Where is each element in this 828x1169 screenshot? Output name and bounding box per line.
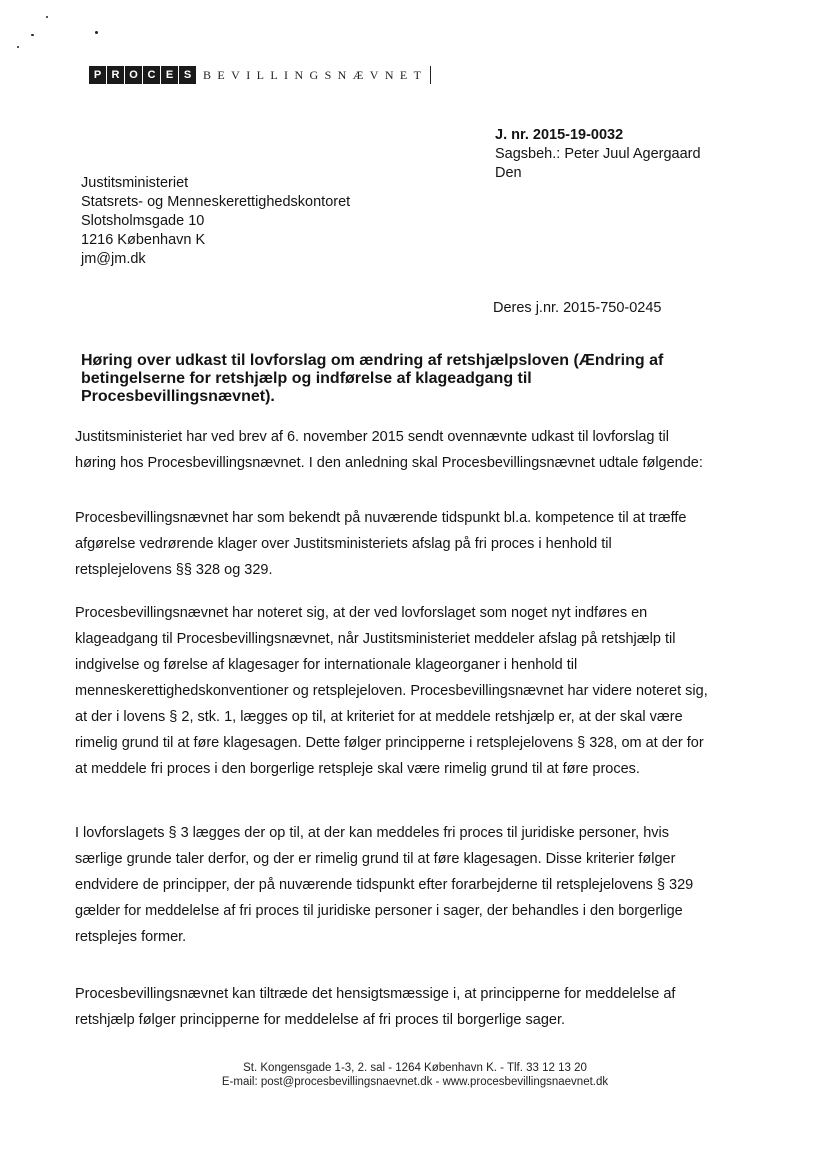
logo-letter: R	[107, 66, 124, 84]
logo-letter: E	[161, 66, 178, 84]
scan-speck	[31, 34, 34, 36]
logo-wordmark: BEVILLINGSNÆVNET	[203, 67, 428, 82]
scan-speck	[46, 16, 48, 18]
paragraph-line: at meddele fri proces i den borgerlige retspleje skal være rimelig grund til at føre proces.	[75, 761, 640, 777]
paragraph-line: særlige grunde taler derfor, og der er rimelig grund til at føre klagesagen. Disse kriterier følger	[75, 851, 676, 867]
paragraph-line: I lovforslagets § 3 lægges der op til, at der kan meddeles fri proces til juridiske personer, hvis	[75, 825, 669, 841]
paragraph-line: Procesbevillingsnævnet kan tiltræde det hensigtsmæssige i, at principperne for meddelelse af	[75, 986, 676, 1002]
paragraph-line: Justitsministeriet har ved brev af 6. november 2015 sendt ovennævnte udkast til lovforslag til	[75, 429, 669, 445]
paragraph-line: retsplejelovens §§ 328 og 329.	[75, 562, 273, 578]
scan-speck	[95, 31, 98, 34]
letter-heading: Høring over udkast til lovforslag om ændring af retshjælpsloven (Ændring af betingelserne for retshjælp og indførelse af klageadgang til Procesbevillingsnævnet).	[81, 352, 664, 405]
paragraph-line: høring hos Procesbevillingsnævnet. I den anledning skal Procesbevillingsnævnet udtale følgende:	[75, 455, 703, 471]
paragraph-line: afgørelse vedrørende klager over Justitsministeriets afslag på fri proces i henhold til	[75, 536, 612, 552]
recipient-address	[81, 174, 350, 269]
recipient-line: Slotsholmsgade 10	[81, 213, 205, 229]
reference-block	[495, 126, 701, 183]
letter-footer	[150, 1061, 680, 1089]
paragraph-line: rimelig grund til at føre klagesagen. Dette følger principperne i retsplejelovens § 328, om at der for	[75, 735, 704, 751]
paragraph-2	[75, 505, 755, 583]
paragraph-1	[75, 424, 755, 476]
paragraph-line: retsplejes former.	[75, 929, 187, 945]
paragraph-line: at der i lovens § 2, stk. 1, lægges op til, at kriteriet for at meddele retshjælp er, at der skal være	[75, 709, 683, 725]
paragraph-line: endvidere de principper, der på nuværende tidspunkt efter forarbejderne til retsplejelovens § 329	[75, 877, 694, 893]
recipient-line: 1216 København K	[81, 232, 206, 248]
paragraph-line: indgivelse og førelse af klagesager for internationale klageorganer i henhold til	[75, 657, 578, 673]
journal-number: J. nr. 2015-19-0032	[495, 127, 624, 143]
scan-speck	[17, 46, 19, 48]
paragraph-4	[75, 820, 755, 950]
logo-letter: P	[89, 66, 106, 84]
paragraph-line: retshjælp følger principperne for meddelelse af fri proces til borgerlige sager.	[75, 1012, 566, 1028]
recipient-email: jm@jm.dk	[81, 251, 146, 267]
logo-letter: S	[179, 66, 196, 84]
paragraph-line: gælder for meddelelse af fri proces til juridiske personer i sager, der behandles i den borgerlige	[75, 903, 683, 919]
paragraph-line: Procesbevillingsnævnet har som bekendt på nuværende tidspunkt bl.a. kompetence til at træffe	[75, 510, 687, 526]
case-handler: Sagsbeh.: Peter Juul Agergaard	[495, 146, 701, 162]
paragraph-3	[75, 600, 755, 782]
date-label: Den	[495, 165, 522, 181]
their-reference: Deres j.nr. 2015-750-0245	[493, 300, 662, 316]
footer-contact: E-mail: post@procesbevillingsnaevnet.dk - www.procesbevillingsnaevnet.dk	[221, 1076, 609, 1088]
logo-letter: O	[125, 66, 142, 84]
recipient-line: Statsrets- og Menneskerettighedskontoret	[81, 194, 351, 210]
logo-letter: C	[143, 66, 160, 84]
paragraph-line: klageadgang til Procesbevillingsnævnet, når Justitsministeriet meddeler afslag på retshjælp til	[75, 631, 676, 647]
footer-address: St. Kongensgade 1-3, 2. sal - 1264 København K. - Tlf. 33 12 13 20	[243, 1062, 587, 1074]
paragraph-5	[75, 981, 755, 1033]
paragraph-line: menneskerettighedskonventioner og retsplejeloven. Procesbevillingsnævnet har videre noteret sig,	[75, 683, 708, 699]
procesbevillingsnaevnet-logo	[89, 66, 431, 84]
recipient-line: Justitsministeriet	[81, 175, 189, 191]
paragraph-line: Procesbevillingsnævnet har noteret sig, at der ved lovforslaget som noget nyt indføres en	[75, 605, 648, 621]
